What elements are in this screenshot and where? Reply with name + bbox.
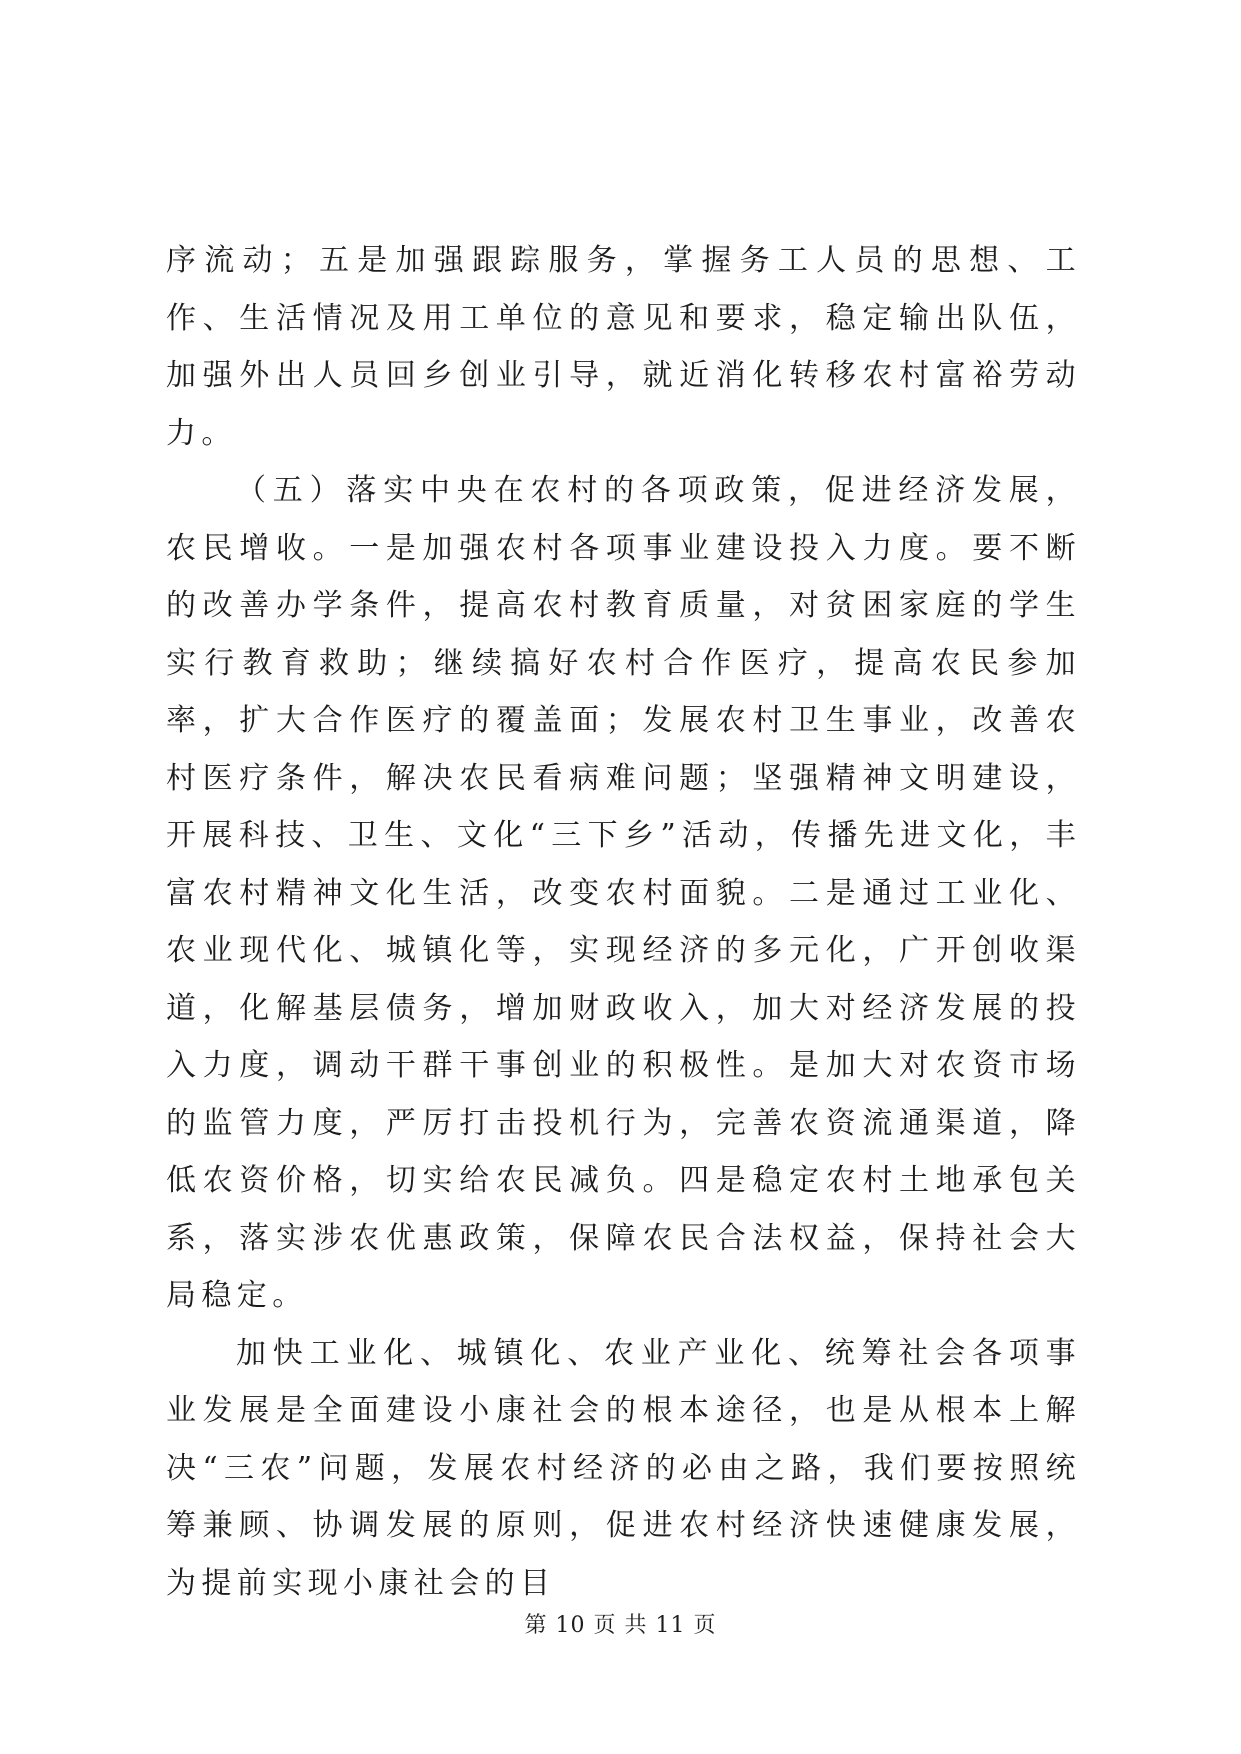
paragraph-continuation: 序流动；五是加强跟踪服务，掌握务工人员的思想、工作、生活情况及用工单位的意见和要求，稳定输出队伍，加强外出人员回乡创业引导，就近消化转移农村富裕劳动力。 xyxy=(166,243,1081,451)
page-footer: 第 10 页 共 11 页 xyxy=(524,1613,717,1638)
paragraph-section-five: （五）落实中央在农村的各项政策，促进经济发展，农民增收。一是加强农村各项事业建设投入力度。要不断的改善办学条件，提高农村教育质量，对贫困家庭的学生实行教育救助；继续搞好农村合作医疗，提高农民参加率，扩大合作医疗的覆盖面；发展农村卫生事业，改善农村医疗条件，解决农民看病难问题；坚强精神文明建设，开展科技、卫生、文化“三下乡”活动，传播先进文化，丰富农村精神文化生活，改变农村面貌。二是通过工业化、农业现代化、城镇化等，实现经济的多元化，广开创收渠道，化解基层债务，增加财政收入，加大对经济发展的投入力度，调动干群干事创业的积极性。是加大对农资市场的监管力度，严厉打击投机行为，完善农资流通渠道，降低农资价格，切实给农民减负。四是稳定农村土地承包关系，落实涉农优惠政策，保障农民合法权益，保持社会大局稳定。 xyxy=(166,473,1081,1313)
paragraph-conclusion: 加快工业化、城镇化、农业产业化、统筹社会各项事业发展是全面建设小康社会的根本途径，也是从根本上解决“三农”问题，发展农村经济的必由之路，我们要按照统筹兼顾、协调发展的原则，促进农村经济快速健康发展，为提前实现小康社会的目 xyxy=(166,1335,1081,1601)
document-body xyxy=(166,232,1081,1612)
